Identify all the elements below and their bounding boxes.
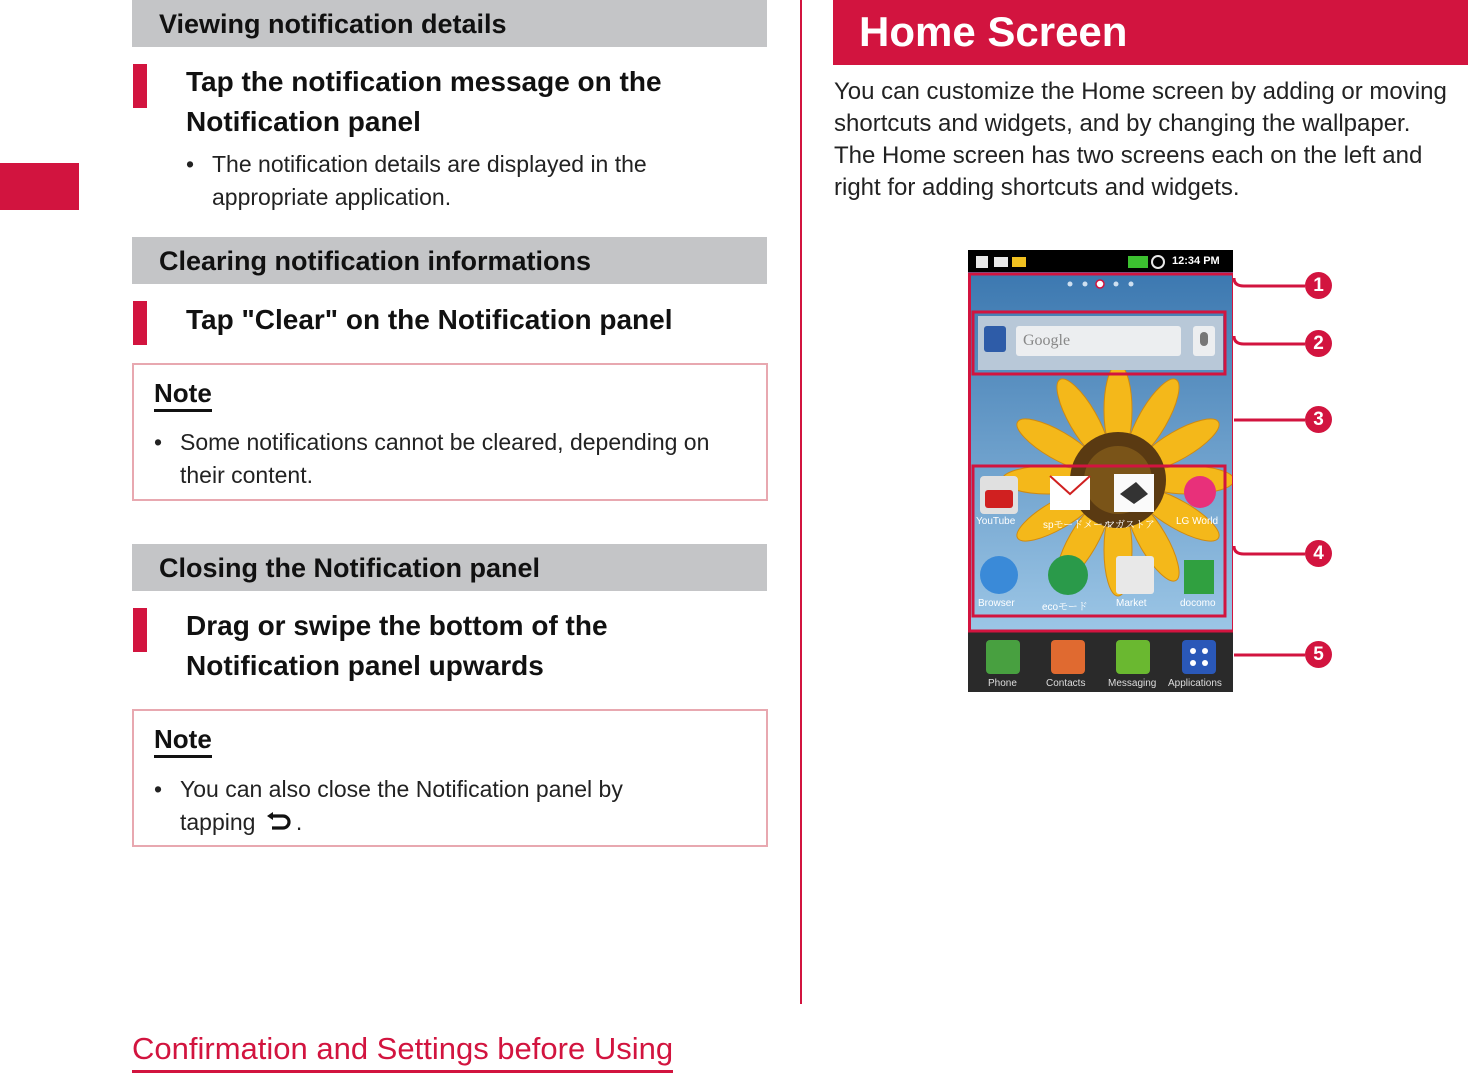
- note-box: [132, 363, 768, 501]
- heading-text: Home Screen: [859, 8, 1128, 55]
- note-bullet-text: Some notifications cannot be cleared, depending on their content.: [180, 429, 710, 488]
- note-title: Note: [154, 724, 212, 758]
- intro-paragraph: The Home screen has two screens each on the left and right for adding shortcuts and widgets.: [834, 142, 1423, 201]
- step-text: Tap "Clear" on the Notification panel: [186, 304, 673, 335]
- callout-1: 1: [1305, 272, 1332, 299]
- status-time: 12:34 PM: [1172, 255, 1220, 267]
- section-heading-text: Viewing notification details: [159, 9, 507, 39]
- step-marker: [133, 301, 147, 345]
- callout-3: 3: [1305, 406, 1332, 433]
- callout-4: 4: [1305, 540, 1332, 567]
- callout-5: 5: [1305, 641, 1332, 668]
- note-title: Note: [154, 378, 212, 412]
- callout-2: 2: [1305, 330, 1332, 357]
- chapter-tab: [0, 163, 79, 210]
- step-text: Drag or swipe the bottom of the Notification panel upwards: [186, 610, 608, 681]
- section-heading-clearing: [132, 237, 767, 284]
- bullet-item: • The notification details are displayed in the appropriate application.: [186, 148, 746, 218]
- note-bullet: • Some notifications cannot be cleared, depending on their content.: [154, 426, 754, 492]
- section-heading-viewing: [132, 0, 767, 47]
- step-marker: [133, 608, 147, 652]
- section-heading-text: Clearing notification informations: [159, 246, 592, 276]
- step-text: Tap the notification message on the Notification panel: [186, 66, 662, 137]
- column-divider: [800, 0, 802, 1004]
- back-arrow-icon: [266, 812, 292, 832]
- section-heading-text: Closing the Notification panel: [159, 553, 541, 583]
- note-bullet-text: You can also close the Notification panel by tapping .: [180, 776, 623, 835]
- home-screen-screenshot: 12:34 PM Google YouTube spモードメール マガストア LG World Browser ecoモード Market docomo Phone Contacts Messaging Applications: [968, 250, 1233, 692]
- search-placeholder: Google: [1023, 332, 1071, 349]
- note-box: [132, 709, 768, 847]
- note-bullet: • You can also close the Notification panel by tapping .: [154, 773, 714, 839]
- section-heading-closing: [132, 544, 767, 591]
- step-marker: [133, 64, 147, 108]
- home-screen-heading: [833, 0, 1468, 65]
- intro-text: [834, 76, 1466, 204]
- bullet-text: The notification details are displayed in the appropriate application.: [212, 151, 647, 210]
- intro-paragraph: You can customize the Home screen by adding or moving shortcuts and widgets, and by changing the wallpaper.: [834, 78, 1447, 137]
- chapter-footer: Confirmation and Settings before Using: [132, 1030, 673, 1073]
